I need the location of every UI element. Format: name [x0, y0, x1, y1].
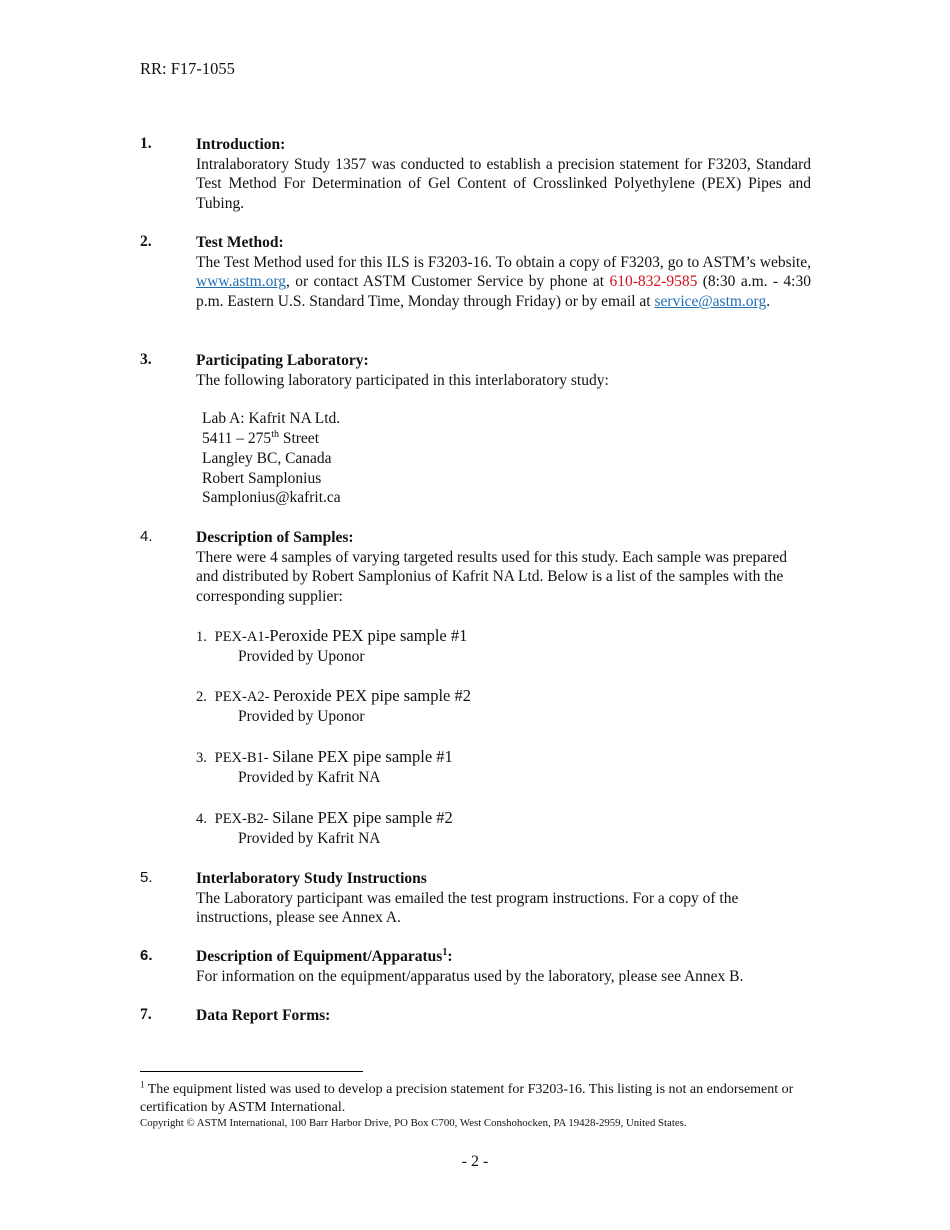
lab-email: Samplonius@kafrit.ca: [202, 489, 341, 507]
sample-code: PEX-B1-: [214, 750, 273, 766]
section-text: The Laboratory participant was emailed the test program instructions. For a copy of the instructions, please see Annex A.: [196, 889, 739, 927]
section-participating-laboratory: [140, 351, 811, 508]
section-title: Introduction:: [196, 136, 286, 153]
section-text: There were 4 samples of varying targeted results used for this study. Each sample was prepared and distributed by Robert Samplonius of Kafrit NA Ltd. Below is a list of the samples with the corresponding supplier:: [196, 548, 787, 606]
lab-city: Langley BC, Canada: [202, 449, 332, 467]
footnote: [140, 1081, 820, 1116]
section-text: For information on the equipment/apparatus used by the laboratory, please see Annex B.: [196, 967, 744, 985]
service-email-link[interactable]: service@astm.org: [654, 293, 767, 311]
section-title: Description of Samples:: [196, 529, 354, 546]
section-text: The following laboratory participated in this interlaboratory study:: [196, 371, 609, 389]
sample-supplier: Provided by Kafrit NA: [238, 830, 381, 847]
section-data-report-forms: [140, 1006, 811, 1026]
section-title: [196, 947, 811, 967]
sample-item: [196, 808, 453, 848]
sample-code: PEX-A2-: [214, 689, 274, 705]
street-name: Street: [278, 430, 319, 448]
section-description-of-samples: [140, 528, 811, 607]
sample-number: 4.: [196, 811, 207, 827]
section-number: 4.: [140, 528, 153, 545]
footnote-divider: [140, 1071, 363, 1072]
phone-number: 610-832-9585: [609, 273, 698, 291]
lab-street: [202, 429, 811, 449]
text-part: The Test Method used for this ILS is F3203-16. To obtain a copy of F3203, go to ASTM’s website,: [196, 253, 811, 271]
section-study-instructions: [140, 869, 811, 928]
section-number: 1.: [140, 135, 152, 152]
section-number: 3.: [140, 351, 152, 368]
text-part: (8:30 a.m. - 4:30 p.m. Eastern U.S. Standard Time, Monday through Friday) or by email at: [196, 273, 811, 311]
section-number: 2.: [140, 233, 152, 250]
sample-description: Silane PEX pipe sample #1: [272, 747, 453, 766]
section-introduction: [140, 135, 811, 214]
report-id: RR: F17-1055: [140, 59, 235, 78]
section-number: 5.: [140, 869, 153, 886]
sample-number: 1.: [196, 629, 207, 645]
sample-supplier: Provided by Uponor: [238, 648, 365, 665]
title-text: Description of Equipment/Apparatus: [196, 948, 443, 965]
section-test-method: [140, 233, 811, 312]
section-title: Interlaboratory Study Instructions: [196, 870, 427, 887]
sample-code: PEX-A1-: [214, 629, 270, 645]
section-title: Test Method:: [196, 234, 284, 251]
section-text: Intralaboratory Study 1357 was conducted to establish a precision statement for F3203, Standard Test Method For Determination of Gel Content of Crosslinked Polyethylene (PEX) Pipes and Tubing.: [196, 155, 811, 213]
sample-supplier: Provided by Uponor: [238, 708, 365, 725]
title-colon: :: [447, 948, 453, 965]
section-title: Participating Laboratory:: [196, 352, 369, 369]
footnote-marker: 1: [442, 946, 448, 958]
sample-item: [196, 747, 453, 787]
street-suffix: th: [271, 428, 279, 440]
sample-number: 2.: [196, 689, 207, 705]
sample-item: [196, 626, 467, 666]
sample-description: Silane PEX pipe sample #2: [272, 808, 453, 827]
sample-number: 3.: [196, 750, 207, 766]
footnote-marker: 1: [140, 1079, 145, 1090]
section-number: 6.: [140, 947, 153, 964]
section-number: 7.: [140, 1006, 152, 1023]
sample-description: Peroxide PEX pipe sample #2: [273, 686, 471, 705]
street-number: 5411 – 275: [202, 430, 272, 448]
text-part: , or contact ASTM Customer Service by phone at: [285, 273, 610, 291]
page-number: - 2 -: [461, 1153, 489, 1170]
copyright-notice: Copyright © ASTM International, 100 Barr Harbor Drive, PO Box C700, West Conshohocken, PA 19428-2959, United States.: [140, 1117, 687, 1129]
section-text: [196, 253, 811, 312]
astm-website-link[interactable]: www.astm.org: [196, 273, 286, 291]
sample-supplier: Provided by Kafrit NA: [238, 769, 381, 786]
section-title: Data Report Forms:: [196, 1007, 331, 1024]
lab-name: Lab A: Kafrit NA Ltd.: [202, 410, 341, 428]
lab-address: [202, 409, 811, 508]
sample-code: PEX-B2-: [214, 811, 273, 827]
sample-description: Peroxide PEX pipe sample #1: [269, 626, 468, 645]
lab-contact: Robert Samplonius: [202, 469, 322, 487]
text-part: .: [766, 293, 771, 311]
footnote-text: The equipment listed was used to develop a precision statement for F3203-16. This listing is not an endorsement or certification by ASTM International.: [140, 1082, 794, 1115]
sample-item: [196, 686, 471, 726]
section-equipment: [140, 947, 811, 986]
